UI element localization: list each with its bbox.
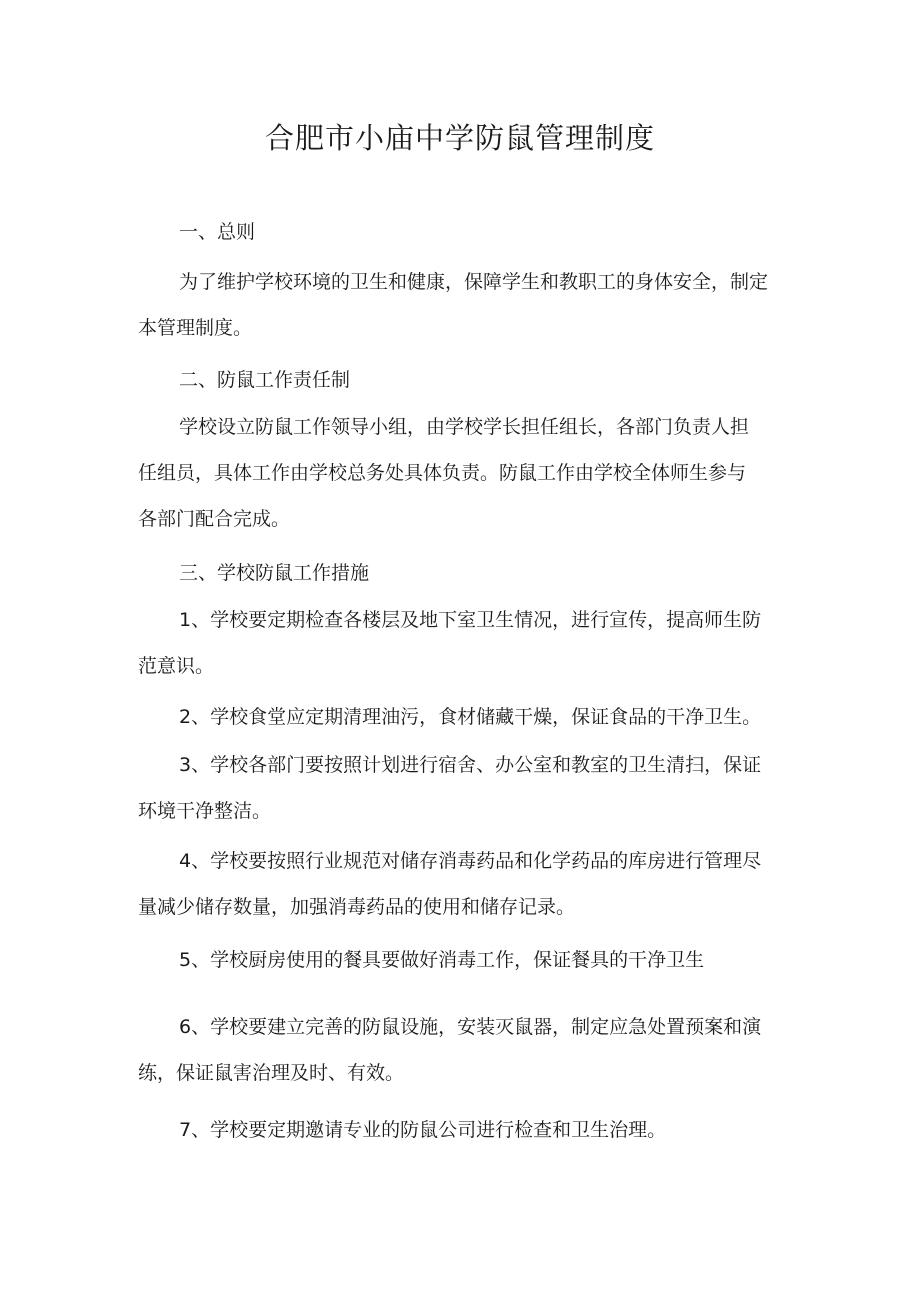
paragraph-line: 三、学校防鼠工作措施 (179, 562, 370, 584)
paragraph-line: 环境干净整洁。 (138, 800, 272, 822)
paragraph-line: 7、学校要定期邀请专业的防鼠公司进行检查和卫生治理。 (179, 1119, 667, 1141)
paragraph-line: 2、学校食堂应定期清理油污，食材储藏干燥，保证食品的干净卫生。 (179, 706, 762, 728)
measure-item-4 (138, 838, 798, 930)
measure-item-7 (138, 1107, 798, 1153)
paragraph-line: 1、学校要定期检查各楼层及地下室卫生情况，进行宣传，提高师生防 (179, 609, 762, 631)
paragraph-line: 6、学校要建立完善的防鼠设施，安装灭鼠器，制定应急处置预案和演 (179, 1016, 762, 1038)
paragraph-line: 本管理制度。 (138, 317, 253, 339)
paragraph-line: 练，保证鼠害治理及时、有效。 (138, 1062, 405, 1084)
measure-item-6 (138, 1004, 798, 1096)
document-title: 合肥市小庙中学防鼠管理制度 (264, 121, 655, 155)
paragraph-line: 量减少储存数量，加强消毒药品的使用和储存记录。 (138, 896, 576, 918)
paragraph-line: 学校设立防鼠工作领导小组，由学校学长担任组长，各部门负责人担 (179, 416, 750, 438)
section-heading-general (138, 209, 798, 255)
measure-item-5 (138, 937, 798, 983)
paragraph-line: 4、学校要按照行业规范对储存消毒药品和化学药品的库房进行管理尽 (179, 850, 762, 872)
paragraph-line: 为了维护学校环境的卫生和健康，保障学生和教职工的身体安全，制定 (179, 271, 769, 293)
paragraph-responsibility (138, 404, 798, 542)
paragraph-line: 各部门配合完成。 (138, 508, 291, 530)
measure-item-1 (138, 597, 798, 689)
paragraph-line: 范意识。 (138, 655, 215, 677)
paragraph-line: 任组员，具体工作由学校总务处具体负责。防鼠工作由学校全体师生参与 (138, 462, 747, 484)
measure-item-2 (138, 694, 798, 740)
paragraph-purpose (138, 259, 798, 351)
section-heading-measures (138, 550, 798, 596)
paragraph-line: 二、防鼠工作责任制 (179, 369, 351, 391)
paragraph-line: 一、总则 (179, 221, 256, 243)
section-heading-responsibility (138, 357, 798, 403)
paragraph-line: 3、学校各部门要按照计划进行宿舍、办公室和教室的卫生清扫，保证 (179, 754, 762, 776)
measure-item-3 (138, 742, 798, 834)
paragraph-line: 5、学校厨房使用的餐具要做好消毒工作，保证餐具的干净卫生 (179, 949, 705, 971)
